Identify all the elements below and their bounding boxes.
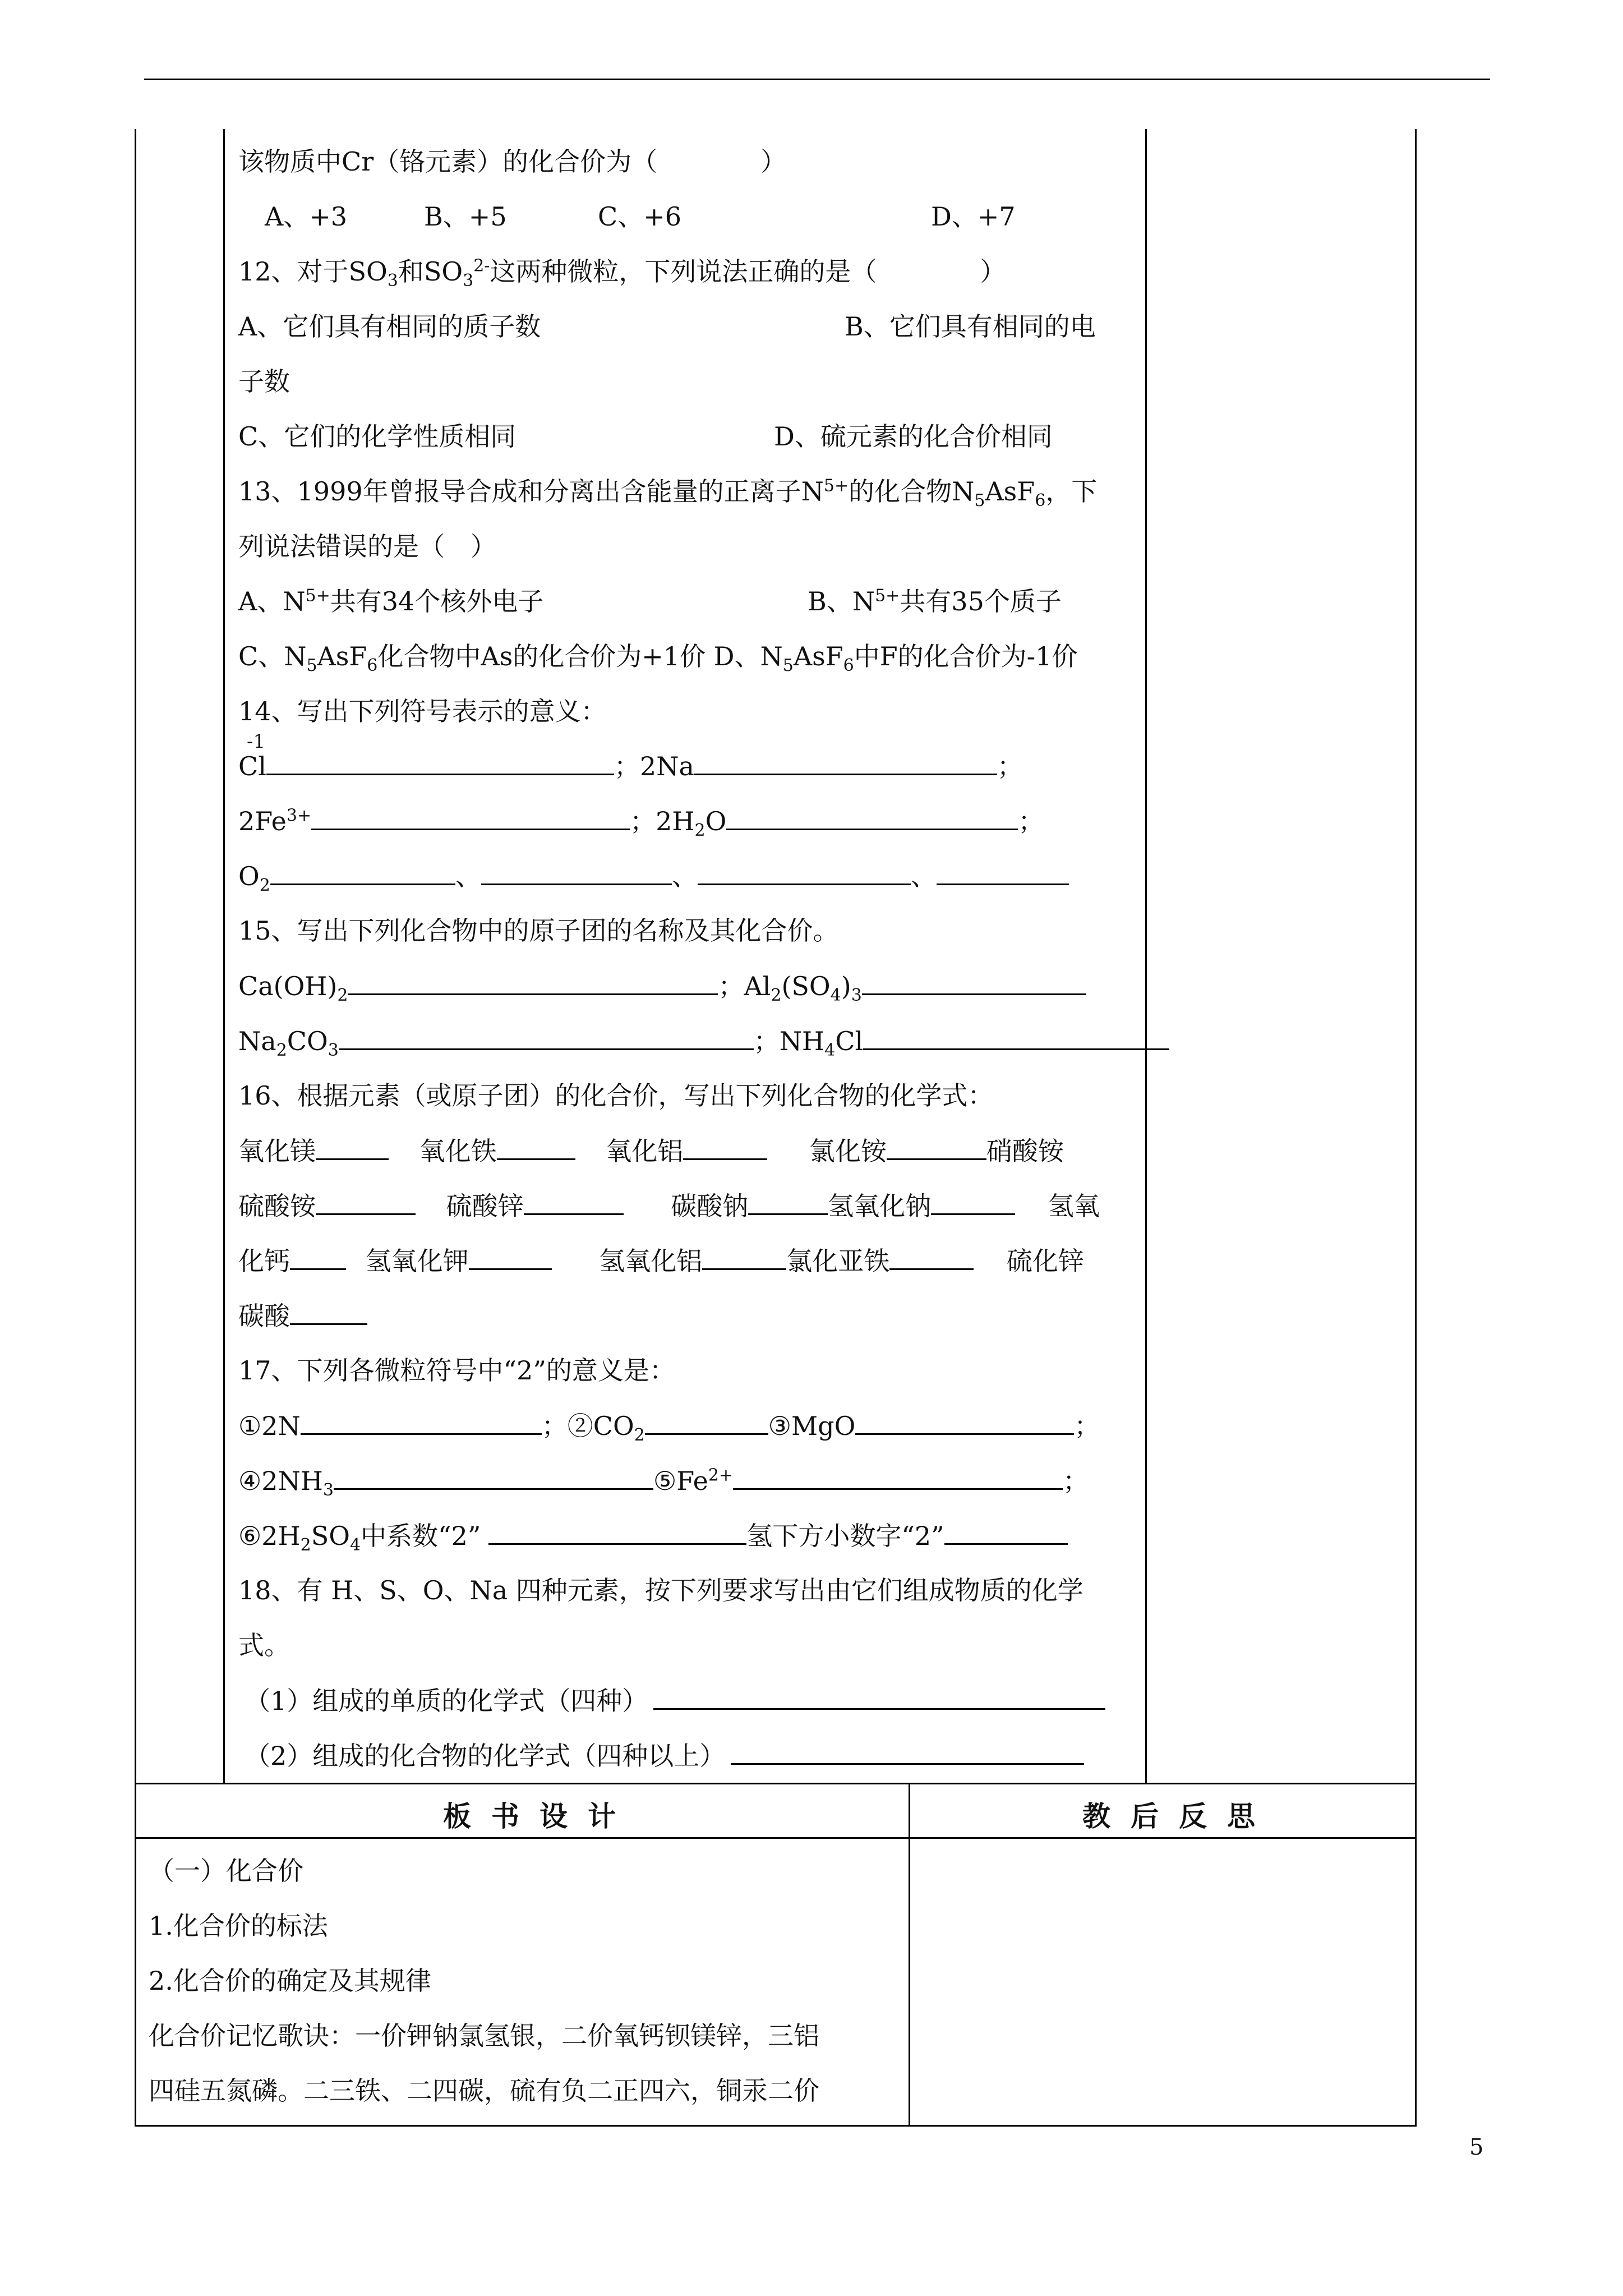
answer-blank[interactable] bbox=[481, 859, 672, 885]
answer-blank[interactable] bbox=[683, 1134, 767, 1160]
q14-valence-mark: -1 bbox=[247, 730, 266, 753]
answer-blank[interactable] bbox=[290, 1244, 346, 1270]
answer-blank[interactable] bbox=[889, 1244, 974, 1270]
page-number: 5 bbox=[1469, 2134, 1484, 2160]
q15-line-1: $Ca(OH)_2$ ；$Al_2(SO_4)_3$ bbox=[238, 969, 1086, 1003]
board-line-2: 1.化合价的标法 bbox=[149, 1911, 328, 1941]
table-row-divider bbox=[135, 1783, 1417, 1784]
answer-blank[interactable] bbox=[270, 859, 455, 885]
q18-stem-cont: 式。 bbox=[238, 1630, 290, 1660]
answer-blank[interactable] bbox=[488, 1519, 746, 1545]
q13-option-a: A、$N^{5+}$共有34个核外电子 bbox=[238, 586, 544, 616]
answer-blank[interactable] bbox=[348, 969, 718, 995]
header-rule bbox=[144, 79, 1490, 80]
answer-blank[interactable] bbox=[887, 1134, 986, 1160]
table-col-divider bbox=[909, 1783, 910, 2126]
answer-blank[interactable] bbox=[698, 859, 911, 885]
q18-part-2: （2）组成的化合物的化学式（四种以上） bbox=[245, 1738, 1084, 1773]
answer-blank[interactable] bbox=[301, 1409, 542, 1435]
answer-blank[interactable] bbox=[694, 749, 997, 775]
answer-blank[interactable] bbox=[469, 1244, 552, 1270]
q16-line-2: 硫酸铵 硫酸锌 碳酸钠 氢氧化钠 氢氧 bbox=[238, 1189, 1100, 1223]
board-design-header: 板书设计 bbox=[443, 1800, 636, 1833]
answer-blank[interactable] bbox=[524, 1189, 624, 1215]
q17-stem: 17、下列各微粒符号中“2”的意义是： bbox=[238, 1355, 675, 1386]
table-border-inner-right bbox=[1145, 129, 1147, 1783]
q18-part-1: （1）组成的单质的化学式（四种） bbox=[245, 1683, 1105, 1718]
answer-blank[interactable] bbox=[311, 804, 630, 830]
q14-line-2: $2Fe^{3+}$ ；$2H_2O$ ； bbox=[238, 804, 1044, 838]
answer-blank[interactable] bbox=[726, 804, 1018, 830]
q13-option-b: B、$N^{5+}$共有35个质子 bbox=[808, 586, 1062, 616]
board-line-4: 化合价记忆歌诀：一价钾钠氯氢银，二价氧钙钡镁锌，三铝 bbox=[149, 2021, 819, 2051]
reflection-header: 教后反思 bbox=[1082, 1800, 1275, 1833]
q11-option-b: B、+5 bbox=[424, 201, 507, 232]
q17-line-1: ①2N ；$②CO_2$ ③MgO ； bbox=[238, 1409, 1100, 1443]
answer-blank[interactable] bbox=[653, 1683, 1105, 1710]
q11-option-d: D、+7 bbox=[931, 201, 1016, 232]
answer-blank[interactable] bbox=[316, 1134, 389, 1160]
answer-blank[interactable] bbox=[645, 1409, 768, 1435]
q15-line-2: $Na_2CO_3$ ；$NH_4Cl$ bbox=[238, 1024, 1169, 1058]
q16-stem: 16、根据元素（或原子团）的化合价，写出下列化合物的化学式： bbox=[238, 1080, 994, 1111]
q11-option-a: A、+3 bbox=[265, 201, 348, 232]
q16-line-4: 碳酸 bbox=[238, 1299, 367, 1333]
table-border-inner-left bbox=[223, 129, 225, 1783]
q12-option-c: C、它们的化学性质相同 bbox=[238, 421, 517, 452]
answer-blank[interactable] bbox=[334, 1464, 653, 1490]
board-line-5: 四硅五氮磷。二三铁、二四碳，硫有负二正四六，铜汞二价 bbox=[149, 2076, 819, 2106]
answer-blank[interactable] bbox=[862, 969, 1086, 995]
q16-line-1: 氧化镁 氧化铁 氧化铝 氯化铵 硝酸铵 bbox=[238, 1134, 1064, 1168]
q12-stem: 12、对于$SO_3$和$SO_3^{2-}$这两种微粒，下列说法正确的是（ ） bbox=[238, 256, 1006, 291]
answer-blank[interactable] bbox=[339, 1024, 754, 1050]
q17-line-2: $④2NH_3$ $⑤Fe^{2+}$ ； bbox=[238, 1464, 1089, 1498]
answer-blank[interactable] bbox=[863, 1024, 1169, 1050]
board-line-3: 2.化合价的确定及其规律 bbox=[149, 1966, 431, 1996]
answer-blank[interactable] bbox=[316, 1189, 416, 1215]
answer-blank[interactable] bbox=[931, 1189, 1015, 1215]
table-header-divider bbox=[135, 1837, 1417, 1839]
q15-stem: 15、写出下列化合物中的原子团的名称及其化合价。 bbox=[238, 915, 839, 946]
q12-option-a: A、它们具有相同的质子数 bbox=[238, 311, 541, 342]
answer-blank[interactable] bbox=[748, 1189, 828, 1215]
answer-blank[interactable] bbox=[266, 749, 614, 775]
answer-blank[interactable] bbox=[731, 1738, 1084, 1765]
q11-option-c: C、+6 bbox=[598, 201, 682, 232]
answer-blank[interactable] bbox=[497, 1134, 575, 1160]
q12-option-b: B、它们具有相同的电 bbox=[845, 311, 1096, 342]
answer-blank[interactable] bbox=[855, 1409, 1074, 1435]
board-line-1: （一）化合价 bbox=[149, 1856, 303, 1886]
q18-stem: 18、有 H、S、O、Na 四种元素，按下列要求写出由它们组成物质的化学 bbox=[238, 1575, 1083, 1605]
table-border-right bbox=[1415, 129, 1417, 2126]
answer-blank[interactable] bbox=[944, 1519, 1068, 1545]
q17-line-3: $⑥2H_2SO_4$中系数“2” 氢下方小数字“2” bbox=[238, 1519, 1068, 1553]
q12-option-d: D、硫元素的化合价相同 bbox=[774, 421, 1053, 452]
table-bottom bbox=[135, 2125, 1417, 2127]
answer-blank[interactable] bbox=[937, 859, 1069, 885]
answer-blank[interactable] bbox=[702, 1244, 786, 1270]
q11-tail: 该物质中Cr（铬元素）的化合价为（ ） bbox=[238, 146, 787, 177]
q13-option-cd: C、$N_5AsF_6$化合物中As的化合价为+1价 D、$N_5AsF_6$中F的化合价为-1价 bbox=[238, 641, 1078, 676]
q14-stem: 14、写出下列符号表示的意义： bbox=[238, 696, 607, 726]
q14-line-1: Cl ；2Na ； bbox=[238, 749, 1023, 783]
answer-blank[interactable] bbox=[290, 1299, 367, 1325]
answer-blank[interactable] bbox=[733, 1464, 1063, 1490]
q12-option-b-cont: 子数 bbox=[238, 366, 290, 397]
q13-stem-cont: 列说法错误的是（ ） bbox=[238, 531, 496, 562]
q13-stem: 13、1999年曾报导合成和分离出含能量的正离子$N^{5+}$的化合物$N_5AsF_6$，下 bbox=[238, 476, 1098, 511]
table-border-left bbox=[135, 129, 136, 2126]
q14-line-3: $O_2$ 、 、 、 bbox=[238, 859, 1069, 893]
q16-line-3: 化钙 氢氧化钾 氢氧化铝 氯化亚铁 硫化锌 bbox=[238, 1244, 1084, 1278]
